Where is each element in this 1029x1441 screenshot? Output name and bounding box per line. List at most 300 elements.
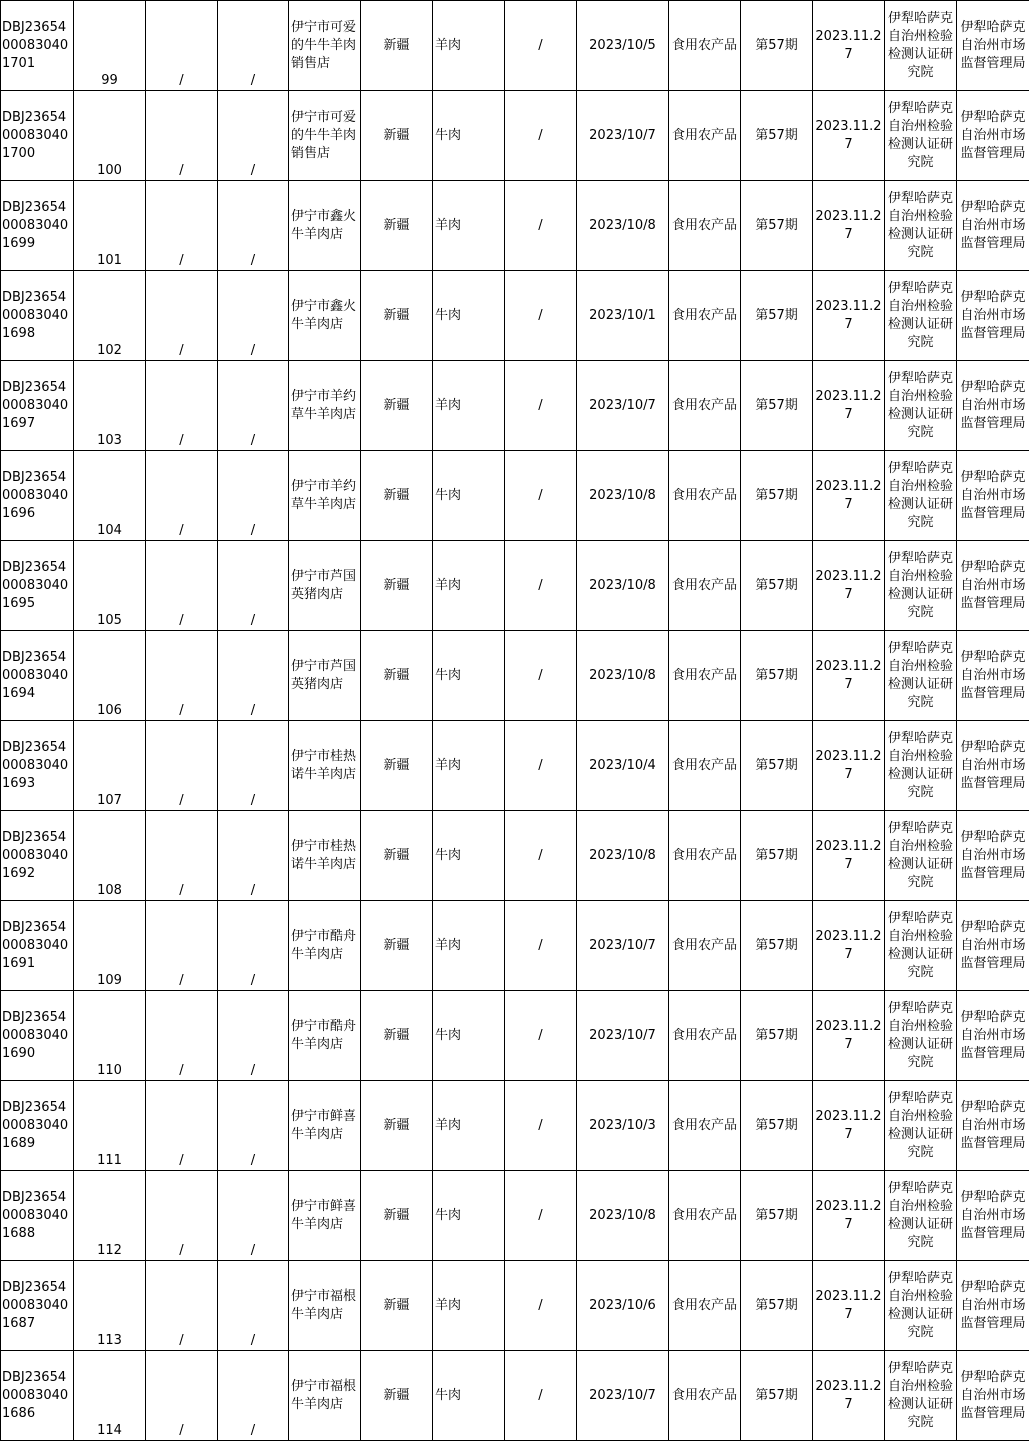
region-cell: [361, 1, 433, 91]
lab-text: 伊犁哈萨克自治州检验检测认证研究院: [887, 1270, 953, 1340]
category-text: 食用农产品: [671, 217, 737, 233]
sample-code-cell: [1, 811, 74, 901]
publication-date-cell: [813, 541, 885, 631]
pub-date-text: 2023.11.27: [815, 928, 882, 962]
store-text: 伊宁市羊约草牛羊肉店: [291, 478, 357, 512]
publication-date-cell: [813, 91, 885, 181]
issue-number-cell: [741, 451, 813, 541]
manufacturer-addr-text: /: [250, 883, 256, 898]
testing-institution-cell: [885, 1261, 957, 1351]
manufacturer-name-cell: [146, 361, 218, 451]
category-text: 食用农产品: [671, 307, 737, 323]
agency-text: 伊犁哈萨克自治州市场监督管理局: [960, 469, 1026, 521]
manufacturer-text: /: [179, 1333, 184, 1348]
manufacturer-text: /: [179, 433, 184, 448]
manufacturer-name-cell: [146, 1351, 218, 1441]
issue-text: 第57期: [755, 847, 798, 863]
manufacturer-addr-text: /: [250, 253, 256, 268]
category-text: 食用农产品: [671, 757, 737, 773]
issue-text: 第57期: [755, 127, 798, 143]
food-text: 牛肉: [435, 307, 462, 323]
table-row: [1, 811, 1029, 901]
issue-number-cell: [741, 1, 813, 91]
food-text: 牛肉: [435, 1387, 462, 1403]
issue-number-cell: [741, 991, 813, 1081]
manufacturer-text: /: [179, 1153, 184, 1168]
production-date-cell: [577, 1261, 669, 1351]
store-text: 伊宁市鑫火牛羊肉店: [291, 298, 357, 332]
lab-text: 伊犁哈萨克自治州检验检测认证研究院: [887, 370, 953, 440]
manufacturer-address-cell: [218, 181, 289, 271]
manufacturer-address-cell: [218, 361, 289, 451]
sampled-store-cell: [289, 991, 361, 1081]
region-text: 新疆: [383, 487, 410, 503]
manufacturer-name-cell: [146, 721, 218, 811]
region-text: 新疆: [383, 307, 410, 323]
sequence-number-cell: [74, 811, 146, 901]
category-text: 食用农产品: [671, 847, 737, 863]
region-text: 新疆: [383, 1117, 410, 1133]
pub-date-text: 2023.11.27: [815, 568, 882, 602]
testing-institution-cell: [885, 91, 957, 181]
pub-date-text: 2023.11.27: [815, 1198, 882, 1232]
pub-date-text: 2023.11.27: [815, 208, 882, 242]
lab-text: 伊犁哈萨克自治州检验检测认证研究院: [887, 190, 953, 260]
food-category-cell: [669, 1351, 741, 1441]
lab-text: 伊犁哈萨克自治州检验检测认证研究院: [887, 1000, 953, 1070]
supervising-agency-cell: [957, 271, 1029, 361]
testing-institution-cell: [885, 361, 957, 451]
code-text: DBJ23654000830401689: [2, 1099, 69, 1151]
region-text: 新疆: [383, 217, 410, 233]
publication-date-cell: [813, 1, 885, 91]
sampled-store-cell: [289, 631, 361, 721]
sample-code-cell: [1, 1351, 74, 1441]
issue-number-cell: [741, 631, 813, 721]
table-row: [1, 1, 1029, 91]
manufacturer-address-cell: [218, 541, 289, 631]
date-text: 2023/10/1: [589, 307, 656, 323]
specification-cell: [505, 1081, 577, 1171]
region-text: 新疆: [383, 1027, 410, 1043]
lab-text: 伊犁哈萨克自治州检验检测认证研究院: [887, 1360, 953, 1430]
region-text: 新疆: [383, 847, 410, 863]
manufacturer-addr-text: /: [250, 793, 256, 808]
manufacturer-address-cell: [218, 1, 289, 91]
supervising-agency-cell: [957, 181, 1029, 271]
food-name-cell: [433, 721, 505, 811]
region-cell: [361, 541, 433, 631]
sampled-store-cell: [289, 1171, 361, 1261]
issue-text: 第57期: [755, 37, 798, 53]
testing-institution-cell: [885, 901, 957, 991]
seq-text: 100: [97, 163, 122, 178]
publication-date-cell: [813, 631, 885, 721]
manufacturer-text: /: [179, 613, 184, 628]
food-name-cell: [433, 1351, 505, 1441]
sequence-number-cell: [74, 271, 146, 361]
agency-text: 伊犁哈萨克自治州市场监督管理局: [960, 649, 1026, 701]
date-text: 2023/10/6: [589, 1297, 656, 1313]
food-name-cell: [433, 631, 505, 721]
region-text: 新疆: [383, 577, 410, 593]
seq-text: 104: [97, 523, 122, 538]
food-text: 羊肉: [435, 577, 462, 593]
food-name-cell: [433, 1081, 505, 1171]
manufacturer-addr-text: /: [250, 73, 256, 88]
lab-text: 伊犁哈萨克自治州检验检测认证研究院: [887, 730, 953, 800]
spec-text: /: [538, 1027, 543, 1043]
lab-text: 伊犁哈萨克自治州检验检测认证研究院: [887, 100, 953, 170]
production-date-cell: [577, 991, 669, 1081]
spec-text: /: [538, 847, 543, 863]
specification-cell: [505, 721, 577, 811]
sequence-number-cell: [74, 361, 146, 451]
sampled-store-cell: [289, 181, 361, 271]
sampled-store-cell: [289, 541, 361, 631]
production-date-cell: [577, 1351, 669, 1441]
table-row: [1, 1351, 1029, 1441]
region-cell: [361, 271, 433, 361]
code-text: DBJ23654000830401690: [2, 1009, 69, 1061]
supervising-agency-cell: [957, 91, 1029, 181]
food-text: 牛肉: [435, 127, 462, 143]
code-text: DBJ23654000830401691: [2, 919, 69, 971]
publication-date-cell: [813, 451, 885, 541]
manufacturer-address-cell: [218, 1351, 289, 1441]
issue-number-cell: [741, 1261, 813, 1351]
sequence-number-cell: [74, 451, 146, 541]
store-text: 伊宁市桂热诺牛羊肉店: [291, 748, 357, 782]
sampled-store-cell: [289, 451, 361, 541]
lab-text: 伊犁哈萨克自治州检验检测认证研究院: [887, 460, 953, 530]
food-category-cell: [669, 1, 741, 91]
manufacturer-address-cell: [218, 1171, 289, 1261]
agency-text: 伊犁哈萨克自治州市场监督管理局: [960, 1099, 1026, 1151]
food-category-cell: [669, 541, 741, 631]
store-text: 伊宁市鲜喜牛羊肉店: [291, 1198, 357, 1232]
food-name-cell: [433, 361, 505, 451]
manufacturer-text: /: [179, 163, 184, 178]
food-category-cell: [669, 631, 741, 721]
region-cell: [361, 901, 433, 991]
supervising-agency-cell: [957, 1351, 1029, 1441]
manufacturer-text: /: [179, 1423, 184, 1438]
date-text: 2023/10/7: [589, 1027, 656, 1043]
specification-cell: [505, 181, 577, 271]
manufacturer-address-cell: [218, 451, 289, 541]
manufacturer-addr-text: /: [250, 1063, 256, 1078]
manufacturer-addr-text: /: [250, 523, 256, 538]
pub-date-text: 2023.11.27: [815, 1108, 882, 1142]
publication-date-cell: [813, 181, 885, 271]
issue-number-cell: [741, 271, 813, 361]
spec-text: /: [538, 487, 543, 503]
category-text: 食用农产品: [671, 577, 737, 593]
food-category-cell: [669, 721, 741, 811]
food-category-cell: [669, 1081, 741, 1171]
manufacturer-text: /: [179, 973, 184, 988]
testing-institution-cell: [885, 1171, 957, 1261]
manufacturer-addr-text: /: [250, 973, 256, 988]
pub-date-text: 2023.11.27: [815, 388, 882, 422]
manufacturer-address-cell: [218, 721, 289, 811]
food-category-cell: [669, 991, 741, 1081]
region-cell: [361, 1351, 433, 1441]
agency-text: 伊犁哈萨克自治州市场监督管理局: [960, 559, 1026, 611]
production-date-cell: [577, 901, 669, 991]
food-category-cell: [669, 811, 741, 901]
date-text: 2023/10/5: [589, 37, 656, 53]
agency-text: 伊犁哈萨克自治州市场监督管理局: [960, 1009, 1026, 1061]
region-text: 新疆: [383, 1207, 410, 1223]
food-name-cell: [433, 991, 505, 1081]
pub-date-text: 2023.11.27: [815, 1378, 882, 1412]
table-row: [1, 271, 1029, 361]
category-text: 食用农产品: [671, 937, 737, 953]
region-text: 新疆: [383, 667, 410, 683]
specification-cell: [505, 541, 577, 631]
store-text: 伊宁市芦国英猪肉店: [291, 568, 357, 602]
sample-code-cell: [1, 91, 74, 181]
manufacturer-addr-text: /: [250, 613, 256, 628]
category-text: 食用农产品: [671, 1207, 737, 1223]
pub-date-text: 2023.11.27: [815, 118, 882, 152]
production-date-cell: [577, 271, 669, 361]
production-date-cell: [577, 451, 669, 541]
food-category-cell: [669, 181, 741, 271]
food-name-cell: [433, 451, 505, 541]
manufacturer-text: /: [179, 343, 184, 358]
supervising-agency-cell: [957, 1171, 1029, 1261]
agency-text: 伊犁哈萨克自治州市场监督管理局: [960, 199, 1026, 251]
food-text: 羊肉: [435, 217, 462, 233]
manufacturer-addr-text: /: [250, 1333, 256, 1348]
publication-date-cell: [813, 991, 885, 1081]
code-text: DBJ23654000830401692: [2, 829, 69, 881]
date-text: 2023/10/7: [589, 127, 656, 143]
manufacturer-addr-text: /: [250, 1423, 256, 1438]
seq-text: 101: [97, 253, 122, 268]
seq-text: 114: [97, 1423, 122, 1438]
sample-code-cell: [1, 1171, 74, 1261]
sampled-store-cell: [289, 901, 361, 991]
category-text: 食用农产品: [671, 37, 737, 53]
specification-cell: [505, 991, 577, 1081]
food-text: 牛肉: [435, 667, 462, 683]
issue-text: 第57期: [755, 937, 798, 953]
spec-text: /: [538, 1117, 543, 1133]
agency-text: 伊犁哈萨克自治州市场监督管理局: [960, 19, 1026, 71]
sample-code-cell: [1, 361, 74, 451]
testing-institution-cell: [885, 271, 957, 361]
sample-code-cell: [1, 1081, 74, 1171]
seq-text: 113: [97, 1333, 122, 1348]
store-text: 伊宁市福根牛羊肉店: [291, 1288, 357, 1322]
seq-text: 111: [97, 1153, 122, 1168]
sampled-store-cell: [289, 1, 361, 91]
code-text: DBJ23654000830401688: [2, 1189, 69, 1241]
supervising-agency-cell: [957, 541, 1029, 631]
seq-text: 107: [97, 793, 122, 808]
region-cell: [361, 1081, 433, 1171]
food-category-cell: [669, 361, 741, 451]
issue-number-cell: [741, 811, 813, 901]
store-text: 伊宁市可爱的牛牛羊肉销售店: [291, 19, 357, 71]
date-text: 2023/10/8: [589, 1207, 656, 1223]
table-row: [1, 991, 1029, 1081]
date-text: 2023/10/4: [589, 757, 656, 773]
date-text: 2023/10/8: [589, 667, 656, 683]
food-name-cell: [433, 811, 505, 901]
testing-institution-cell: [885, 631, 957, 721]
store-text: 伊宁市可爱的牛牛羊肉销售店: [291, 109, 357, 161]
region-cell: [361, 631, 433, 721]
region-cell: [361, 991, 433, 1081]
store-text: 伊宁市羊约草牛羊肉店: [291, 388, 357, 422]
table-row: [1, 1081, 1029, 1171]
agency-text: 伊犁哈萨克自治州市场监督管理局: [960, 109, 1026, 161]
region-text: 新疆: [383, 937, 410, 953]
testing-institution-cell: [885, 1081, 957, 1171]
manufacturer-address-cell: [218, 1261, 289, 1351]
code-text: DBJ23654000830401687: [2, 1279, 69, 1331]
lab-text: 伊犁哈萨克自治州检验检测认证研究院: [887, 280, 953, 350]
spec-text: /: [538, 667, 543, 683]
spec-text: /: [538, 397, 543, 413]
sequence-number-cell: [74, 901, 146, 991]
issue-text: 第57期: [755, 1117, 798, 1133]
category-text: 食用农产品: [671, 1117, 737, 1133]
manufacturer-text: /: [179, 883, 184, 898]
manufacturer-name-cell: [146, 1171, 218, 1261]
specification-cell: [505, 631, 577, 721]
supervising-agency-cell: [957, 811, 1029, 901]
sequence-number-cell: [74, 181, 146, 271]
manufacturer-address-cell: [218, 811, 289, 901]
issue-text: 第57期: [755, 1207, 798, 1223]
category-text: 食用农产品: [671, 127, 737, 143]
issue-text: 第57期: [755, 397, 798, 413]
region-text: 新疆: [383, 37, 410, 53]
manufacturer-address-cell: [218, 271, 289, 361]
table-row: [1, 91, 1029, 181]
region-text: 新疆: [383, 757, 410, 773]
production-date-cell: [577, 631, 669, 721]
sequence-number-cell: [74, 991, 146, 1081]
publication-date-cell: [813, 721, 885, 811]
spec-text: /: [538, 37, 543, 53]
food-text: 羊肉: [435, 1117, 462, 1133]
production-date-cell: [577, 721, 669, 811]
sample-code-cell: [1, 991, 74, 1081]
food-category-cell: [669, 91, 741, 181]
pub-date-text: 2023.11.27: [815, 838, 882, 872]
specification-cell: [505, 361, 577, 451]
food-category-cell: [669, 1171, 741, 1261]
specification-cell: [505, 271, 577, 361]
seq-text: 108: [97, 883, 122, 898]
publication-date-cell: [813, 1261, 885, 1351]
category-text: 食用农产品: [671, 667, 737, 683]
manufacturer-name-cell: [146, 91, 218, 181]
date-text: 2023/10/7: [589, 937, 656, 953]
production-date-cell: [577, 541, 669, 631]
agency-text: 伊犁哈萨克自治州市场监督管理局: [960, 739, 1026, 791]
manufacturer-name-cell: [146, 181, 218, 271]
food-category-cell: [669, 271, 741, 361]
store-text: 伊宁市鲜喜牛羊肉店: [291, 1108, 357, 1142]
spec-text: /: [538, 1387, 543, 1403]
spec-text: /: [538, 307, 543, 323]
sequence-number-cell: [74, 1, 146, 91]
specification-cell: [505, 1261, 577, 1351]
testing-institution-cell: [885, 811, 957, 901]
issue-text: 第57期: [755, 217, 798, 233]
publication-date-cell: [813, 1081, 885, 1171]
lab-text: 伊犁哈萨克自治州检验检测认证研究院: [887, 820, 953, 890]
issue-text: 第57期: [755, 1387, 798, 1403]
sequence-number-cell: [74, 91, 146, 181]
manufacturer-name-cell: [146, 1261, 218, 1351]
sequence-number-cell: [74, 1081, 146, 1171]
region-cell: [361, 811, 433, 901]
manufacturer-name-cell: [146, 451, 218, 541]
seq-text: 112: [97, 1243, 122, 1258]
lab-text: 伊犁哈萨克自治州检验检测认证研究院: [887, 1180, 953, 1250]
sample-code-cell: [1, 901, 74, 991]
food-category-cell: [669, 901, 741, 991]
seq-text: 103: [97, 433, 122, 448]
sequence-number-cell: [74, 1171, 146, 1261]
table-row: [1, 1171, 1029, 1261]
supervising-agency-cell: [957, 991, 1029, 1081]
production-date-cell: [577, 1081, 669, 1171]
testing-institution-cell: [885, 1351, 957, 1441]
issue-number-cell: [741, 361, 813, 451]
agency-text: 伊犁哈萨克自治州市场监督管理局: [960, 919, 1026, 971]
food-text: 羊肉: [435, 1297, 462, 1313]
agency-text: 伊犁哈萨克自治州市场监督管理局: [960, 379, 1026, 431]
agency-text: 伊犁哈萨克自治州市场监督管理局: [960, 1279, 1026, 1331]
food-category-cell: [669, 1261, 741, 1351]
pub-date-text: 2023.11.27: [815, 28, 882, 62]
specification-cell: [505, 811, 577, 901]
sampled-store-cell: [289, 721, 361, 811]
pub-date-text: 2023.11.27: [815, 1018, 882, 1052]
publication-date-cell: [813, 901, 885, 991]
manufacturer-addr-text: /: [250, 703, 256, 718]
sequence-number-cell: [74, 631, 146, 721]
manufacturer-text: /: [179, 253, 184, 268]
sample-code-cell: [1, 631, 74, 721]
testing-institution-cell: [885, 181, 957, 271]
food-name-cell: [433, 91, 505, 181]
manufacturer-address-cell: [218, 1081, 289, 1171]
category-text: 食用农产品: [671, 487, 737, 503]
pub-date-text: 2023.11.27: [815, 478, 882, 512]
store-text: 伊宁市鑫火牛羊肉店: [291, 208, 357, 242]
code-text: DBJ23654000830401701: [2, 19, 69, 71]
category-text: 食用农产品: [671, 1387, 737, 1403]
publication-date-cell: [813, 1351, 885, 1441]
food-text: 羊肉: [435, 37, 462, 53]
production-date-cell: [577, 181, 669, 271]
table-row: [1, 1261, 1029, 1351]
store-text: 伊宁市芦国英猪肉店: [291, 658, 357, 692]
manufacturer-text: /: [179, 1063, 184, 1078]
food-name-cell: [433, 1, 505, 91]
